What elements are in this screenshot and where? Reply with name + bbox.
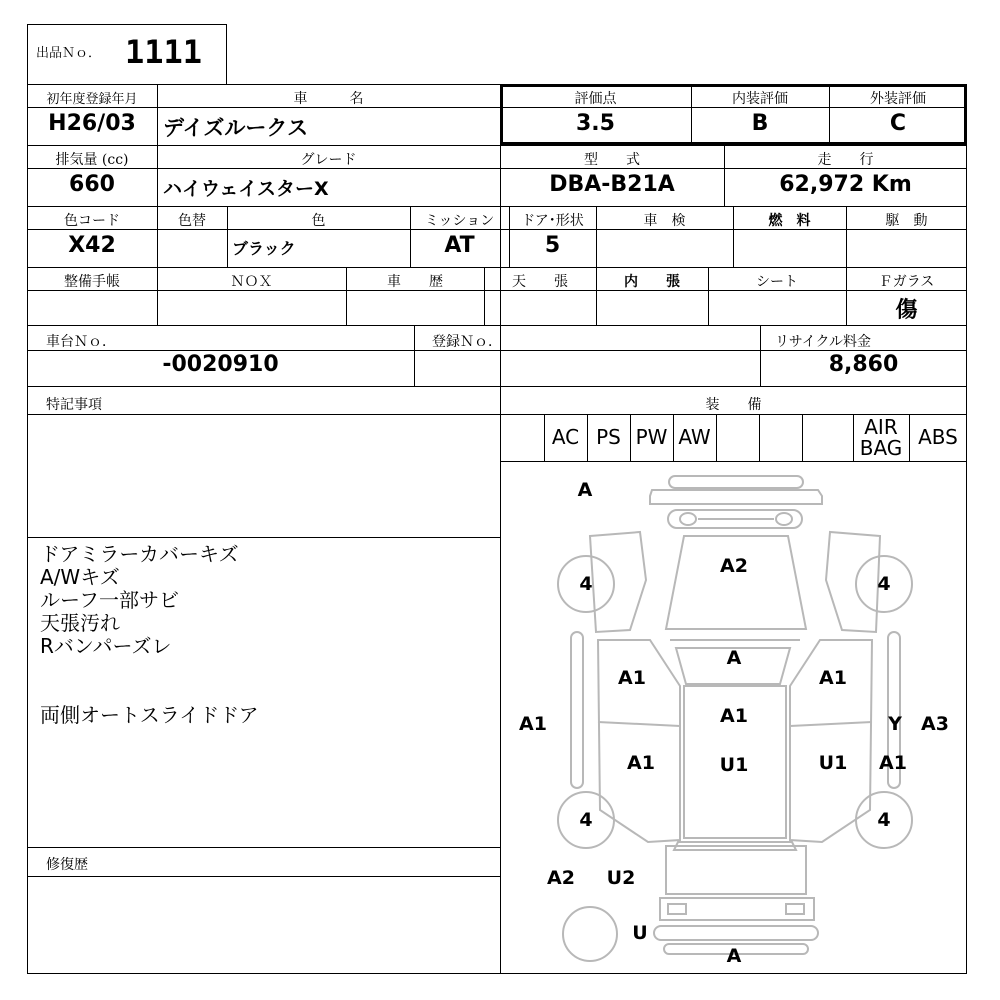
lot-number: 1111 <box>125 33 203 71</box>
exterior-label: 外装評価 <box>870 91 926 107</box>
f-glass-value: 傷 <box>895 298 918 323</box>
interior-value: B <box>751 111 769 136</box>
damage-left-front-door: A1 <box>618 667 646 689</box>
equipment-aw: AW <box>678 425 711 449</box>
recycle-label: リサイクル料金 <box>775 334 872 350</box>
registration-label: 登録Ｎｏ． <box>432 334 502 350</box>
exterior-value: C <box>889 111 907 136</box>
car-name-value: デイズルークス <box>163 116 309 140</box>
tire-front-left: 4 <box>579 573 593 595</box>
interior-lining-label: 内 張 <box>624 274 680 290</box>
doors-value: 5 <box>544 233 561 258</box>
note-line-1: ドアミラーカバーキズ <box>40 542 239 566</box>
damage-right-side: A3 <box>921 713 949 735</box>
equipment-airbag-line1: AIR <box>864 415 898 439</box>
color-value: ブラック <box>232 239 296 258</box>
tire-rear-left: 4 <box>579 809 593 831</box>
equipment-abs: ABS <box>918 425 958 449</box>
color-label: 色 <box>311 213 326 229</box>
first-reg-label: 初年度登録年月 <box>46 92 138 107</box>
note-line-7: 両側オートスライドドア <box>40 703 259 727</box>
note-line-5: Rバンパーズレ <box>40 634 172 658</box>
repair-label: 修復歴 <box>46 857 88 873</box>
doors-label: ドア･形状 <box>521 213 584 229</box>
damage-rear-left: A2 <box>547 867 575 889</box>
damage-right-rear-quarter: A1 <box>879 752 907 774</box>
damage-left-side: A1 <box>519 713 547 735</box>
displacement-value: 660 <box>69 172 115 197</box>
first-reg-value: H26/03 <box>48 111 136 136</box>
transmission-value: AT <box>444 233 475 258</box>
grade-label: グレード <box>300 152 357 168</box>
lot-number-label: 出品Ｎｏ． <box>36 46 102 61</box>
notes-label: 特記事項 <box>46 397 102 413</box>
tire-rear-right: 4 <box>877 809 891 831</box>
sunroof-label: 天 張 <box>512 274 568 290</box>
damage-rear-bumper: A <box>726 945 742 967</box>
maintenance-label: 整備手帳 <box>64 274 120 290</box>
note-line-2: A/Wキズ <box>40 565 120 589</box>
tire-front-right: 4 <box>877 573 891 595</box>
nox-label: ＮＯＸ <box>230 274 273 290</box>
mileage-label: 走 行 <box>817 152 874 168</box>
f-glass-label: Ｆガラス <box>878 274 935 290</box>
color-code-value: X42 <box>68 233 116 258</box>
drive-label: 駆 動 <box>885 213 928 229</box>
transmission-label: ミッション <box>424 213 495 229</box>
equipment-ps: PS <box>596 425 621 449</box>
color-change-label: 色替 <box>178 213 206 229</box>
recycle-value: 8,860 <box>828 352 899 377</box>
damage-roof-rear: U1 <box>719 754 749 776</box>
chassis-label: 車台Ｎｏ． <box>46 334 116 350</box>
model-label: 型 式 <box>584 152 640 168</box>
note-line-4: 天張汚れ <box>40 611 120 635</box>
equipment-airbag-line2: BAG <box>859 436 903 460</box>
damage-roof: A1 <box>720 705 748 727</box>
equipment-label: 装 備 <box>705 397 762 413</box>
displacement-label: 排気量 (cc) <box>55 152 129 168</box>
damage-hood: A2 <box>720 555 748 577</box>
damage-right-sill-y: Y <box>888 713 902 735</box>
note-line-3: ルーフ一部サビ <box>40 588 179 612</box>
damage-right-rear-door: U1 <box>818 752 848 774</box>
interior-label: 内装評価 <box>732 91 788 107</box>
damage-back-door: U2 <box>606 867 636 889</box>
score-value: 3.5 <box>576 111 615 136</box>
fuel-label: 燃 料 <box>768 213 811 229</box>
damage-left-rear-door: A1 <box>627 752 655 774</box>
seat-label: シート <box>756 274 798 290</box>
grade-value: ハイウェイスターX <box>163 178 329 200</box>
model-value: DBA-B21A <box>549 172 675 197</box>
mileage-value: 62,972 Km <box>779 172 912 197</box>
damage-front-bumper: A <box>577 479 593 501</box>
equipment-ac: AC <box>551 425 580 449</box>
equipment-pw: PW <box>635 425 668 449</box>
chassis-value: -0020910 <box>162 352 279 377</box>
color-code-label: 色コード <box>64 213 120 229</box>
damage-spare: U <box>632 922 648 944</box>
history-label: 車 歴 <box>387 274 443 290</box>
car-name-label: 車 名 <box>293 91 364 107</box>
inspection-label: 車 検 <box>643 213 686 229</box>
damage-right-front-door: A1 <box>819 667 847 689</box>
damage-windshield: A <box>726 647 742 669</box>
score-label: 評価点 <box>574 91 617 107</box>
